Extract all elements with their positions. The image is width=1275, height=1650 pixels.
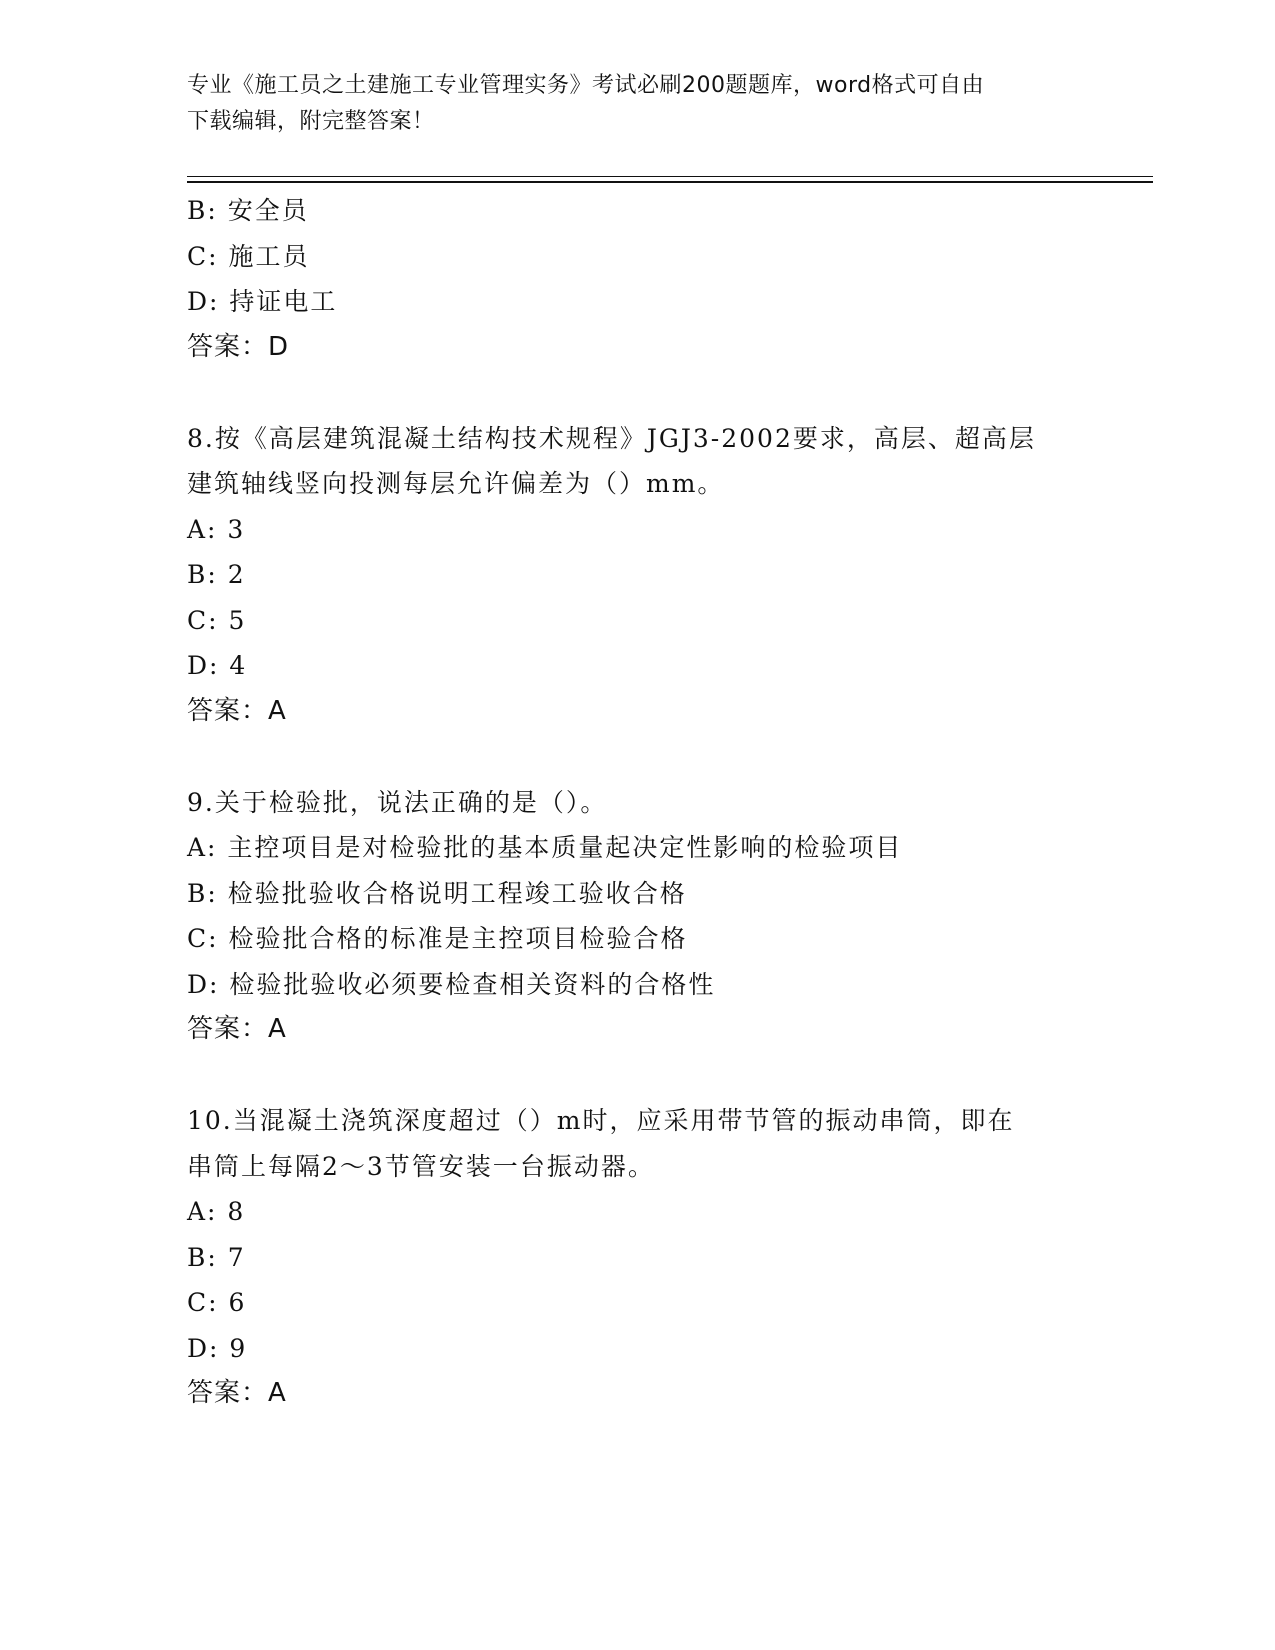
question-text-line: 9.关于检验批，说法正确的是（）。	[187, 787, 608, 817]
answer: 答案：D	[187, 331, 290, 362]
answer: 答案：A	[187, 1014, 287, 1044]
header-rule-thin	[187, 176, 1153, 177]
spacer	[187, 370, 1087, 416]
header-line-2: 下载编辑，附完整答案！	[187, 109, 435, 134]
option-d: D: 9	[187, 1333, 248, 1363]
question-text-line: 串筒上每隔2～3节管安装一台振动器。	[187, 1151, 655, 1181]
option-c: C: 检验批合格的标准是主控项目检验合格	[187, 924, 688, 953]
option-b: B: 7	[187, 1242, 246, 1272]
option-c: C: 5	[187, 605, 247, 635]
option-d: D: 检验批验收必须要检查相关资料的合格性	[187, 969, 716, 999]
option-a: A: 3	[187, 514, 246, 544]
question-10-block	[187, 1098, 1087, 1417]
question-text-line: 10.当混凝土浇筑深度超过（）m时，应采用带节管的振动串筒，即在	[187, 1106, 1015, 1135]
option-c: C: 施工员	[187, 241, 310, 271]
option-a: A: 主控项目是对检验批的基本质量起决定性影响的检验项目	[187, 833, 903, 862]
question-9-block	[187, 780, 1087, 1053]
option-b: B: 2	[187, 560, 246, 589]
document-header	[187, 68, 1067, 140]
option-c: C: 6	[187, 1288, 247, 1317]
question-text-line: 建筑轴线竖向投测每层允许偏差为（）mm。	[187, 469, 725, 498]
header-line-1: 专业《施工员之土建施工专业管理实务》考试必刷200题题库，word格式可自由	[187, 73, 985, 98]
prev-question-block	[187, 188, 1087, 370]
question-content	[187, 188, 1087, 1417]
option-d: D: 4	[187, 651, 248, 680]
answer: 答案：A	[187, 1378, 287, 1408]
header-rule-thick	[187, 181, 1153, 183]
spacer	[187, 734, 1087, 780]
question-8-block	[187, 416, 1087, 735]
answer: 答案：A	[187, 695, 287, 726]
option-a: A: 8	[187, 1197, 246, 1226]
option-b: B: 安全员	[187, 196, 309, 225]
option-b: B: 检验批验收合格说明工程竣工验收合格	[187, 878, 687, 908]
option-d: D: 持证电工	[187, 287, 338, 316]
spacer	[187, 1053, 1087, 1099]
question-text-line: 8.按《高层建筑混凝土结构技术规程》JGJ3-2002要求，高层、超高层	[187, 423, 1036, 453]
